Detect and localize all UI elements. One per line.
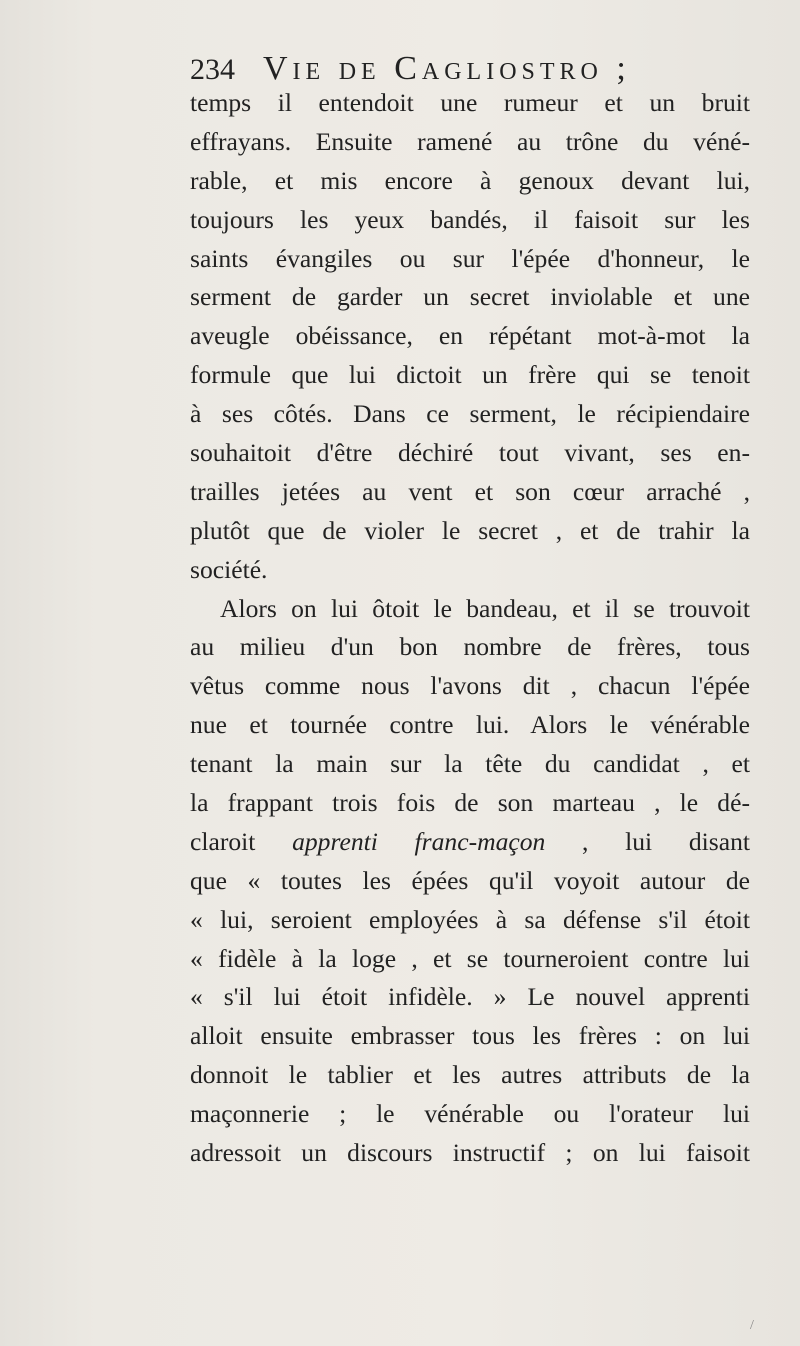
text-line: à ses côtés. Dans ce serment, le récipiendaire xyxy=(190,399,750,429)
text-line: toujours les yeux bandés, il faisoit sur les xyxy=(190,204,750,234)
text-line: souhaitoit d'être déchiré tout vivant, ses en- xyxy=(190,438,750,468)
text-line: « lui, seroient employées à sa défense s'il étoit xyxy=(190,904,750,934)
text-line: saints évangiles ou sur l'épée d'honneur, le xyxy=(190,243,750,273)
text-line: maçonnerie ; le vénérable ou l'orateur lui xyxy=(190,1099,750,1129)
text-line: alloit ensuite embrasser tous les frères : on lui xyxy=(190,1021,750,1051)
text-line: effrayans. Ensuite ramené au trône du véné- xyxy=(190,126,750,156)
page-number: 234 xyxy=(190,53,235,86)
text-line: vêtus comme nous l'avons dit , chacun l'épée xyxy=(190,671,750,701)
text-line: serment de garder un secret inviolable et une xyxy=(190,282,750,312)
text-line: rable, et mis encore à genoux devant lui, xyxy=(190,165,750,195)
text-line: aveugle obéissance, en répétant mot-à-mot la xyxy=(190,321,750,351)
body-text xyxy=(190,84,750,1173)
text-line: que « toutes les épées qu'il voyoit autour de xyxy=(190,865,750,895)
text-line: nue et tournée contre lui. Alors le vénérable xyxy=(190,710,750,740)
italic-term: apprenti franc-maçon xyxy=(292,826,546,856)
text-line: plutôt que de violer le secret , et de trahir la xyxy=(190,515,750,545)
text-segment: claroit xyxy=(190,826,293,856)
paragraph-2 xyxy=(190,590,750,1173)
text-line: au milieu d'un bon nombre de frères, tous xyxy=(190,632,750,662)
text-line: « s'il lui étoit infidèle. » Le nouvel apprenti xyxy=(190,982,750,1012)
running-title: Vie de Cagliostro ; xyxy=(263,50,631,87)
text-line: la frappant trois fois de son marteau , le dé- xyxy=(190,788,750,818)
text-segment: , lui disant xyxy=(545,826,750,856)
paragraph-1 xyxy=(190,84,750,590)
text-line: donnoit le tablier et les autres attributs de la xyxy=(190,1060,750,1090)
footer-mark: / xyxy=(750,1318,754,1333)
text-line: Alors on lui ôtoit le bandeau, et il se trouvoit xyxy=(220,593,750,623)
text-line: temps il entendoit une rumeur et un bruit xyxy=(190,88,750,117)
text-line-with-italic xyxy=(190,823,750,862)
text-line: trailles jetées au vent et son cœur arraché , xyxy=(190,476,750,506)
text-line: formule que lui dictoit un frère qui se tenoit xyxy=(190,360,750,390)
text-line: société. xyxy=(190,554,268,584)
text-line: « fidèle à la loge , et se tourneroient contre lui xyxy=(190,943,750,973)
text-line: adressoit un discours instructif ; on lui faisoit xyxy=(190,1138,750,1168)
text-line: tenant la main sur la tête du candidat , et xyxy=(190,749,750,779)
